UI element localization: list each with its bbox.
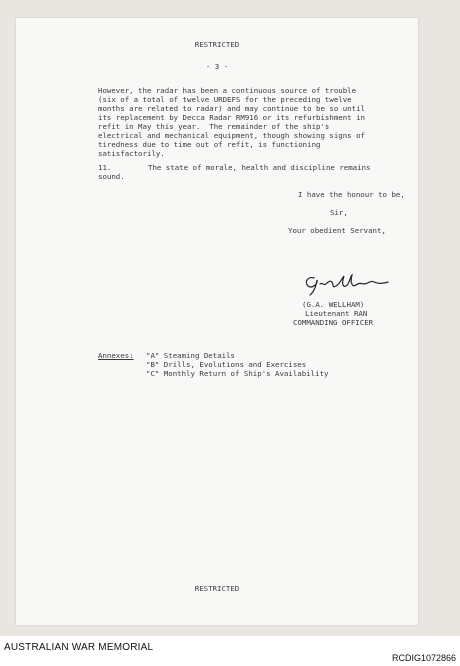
closing-servant: Your obedient Servant, [288, 226, 386, 235]
paragraph-number: 11. [98, 163, 112, 172]
paragraph-line: (six of a total of twelve URDEFS for the preceding twelve [98, 95, 352, 104]
signatory-rank: Lieutenant RAN [305, 309, 368, 318]
annex-item: "C" Monthly Return of Ship's Availability [146, 369, 329, 378]
paragraph-line: However, the radar has been a continuous source of trouble [98, 86, 357, 95]
archive-reference: RCDIG1072866 [391, 653, 456, 663]
closing-salutation: Sir, [330, 208, 348, 217]
paragraph-line: The state of morale, health and discipline remains [148, 163, 371, 172]
signatory-name: (G.A. WELLHAM) [302, 300, 365, 309]
document-page [16, 18, 418, 625]
paragraph-line: months are related to radar) and may continue to be so until [98, 104, 365, 113]
handwritten-signature [302, 272, 398, 298]
annex-item: "B" Drills, Evolutions and Exercises [146, 360, 307, 369]
paragraph-line: refit in May this year. The remainder of the ship's [98, 122, 330, 131]
annexes-label: Annexes: [98, 351, 134, 360]
archive-organisation: AUSTRALIAN WAR MEMORIAL [4, 642, 154, 653]
closing-line: I have the honour to be, [298, 190, 405, 199]
annex-item: "A" Steaming Details [146, 351, 235, 360]
paragraph-line: satisfactorily. [98, 149, 165, 158]
paragraph-line: tiredness due to time out of refit, is functioning [98, 140, 321, 149]
paragraph-line: sound. [98, 172, 125, 181]
page-number: - 3 - [205, 62, 229, 71]
paragraph-line: its replacement by Decca Radar RM916 or its refurbishment in [98, 113, 365, 122]
classification-footer: RESTRICTED [194, 584, 240, 593]
paragraph-line: electrical and mechanical equipment, though showing signs of [98, 131, 365, 140]
signatory-title: COMMANDING OFFICER [293, 318, 374, 327]
classification-header: RESTRICTED [194, 40, 240, 49]
